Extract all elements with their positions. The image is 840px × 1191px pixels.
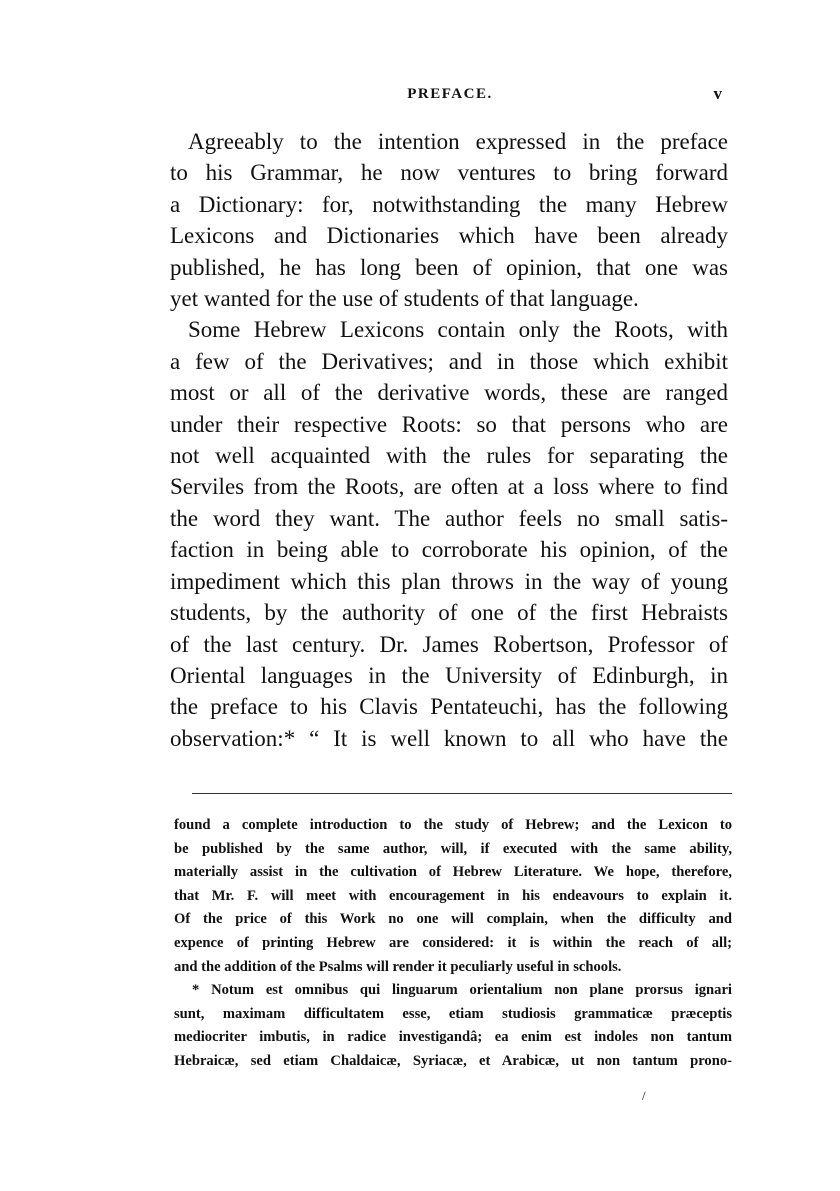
bottom-mark: / [642,1088,646,1103]
footnote-line: found a complete introduction to the study of Hebrew; and the Lexicon to [174,817,732,833]
footnote-line: mediocriter imbutis, in radice investigandâ; ea enim est indoles non tantum [174,1029,732,1046]
body-line: Lexicons and Dictionaries which have been already [170,223,728,249]
body-line: Oriental languages in the University of Edinburgh, in [170,662,728,688]
body-line: a few of the Derivatives; and in those which exhibit [170,348,728,374]
page-number: v [713,84,722,103]
footnote-line: materially assist in the cultivation of Hebrew Literature. We hope, therefore, [174,864,732,881]
footnote-line: be published by the same author, will, if executed with the same ability, [174,840,732,857]
body-text [170,126,728,754]
body-line: yet wanted for the use of students of that language. [170,286,639,312]
footnote-line: Of the price of this Work no one will complain, when the difficulty and [174,911,732,928]
body-line: the word they want. The author feels no small satis- [170,505,728,531]
body-line: of the last century. Dr. James Robertson, Professor of [170,631,728,657]
body-line: Agreeably to the intention expressed in the preface [188,129,728,154]
body-line: under their respective Roots: so that persons who are [170,411,728,437]
footnote-line: sunt, maximam difficultatem esse, etiam studiosis grammaticæ præceptis [174,1005,732,1022]
body-line: students, by the authority of one of the first Hebraists [170,600,728,626]
running-head-title: PREFACE. [407,86,493,102]
footnote-line: Hebraicæ, sed etiam Chaldaicæ, Syriacæ, et Arabicæ, ut non tantum prono- [174,1052,732,1069]
body-line: impediment which this plan throws in the way of young [170,568,728,594]
footnote-line: * Notum est omnibus qui linguarum orientalium non plane prorsus ignari [192,982,732,999]
body-line: the preface to his Clavis Pentateuchi, has the following [170,694,728,720]
footnote-line: and the addition of the Psalms will render it peculiarly useful in schools. [174,958,622,975]
body-line: observation:* “ It is well known to all who have the [170,725,728,751]
body-line: published, he has long been of opinion, that one was [170,254,728,280]
body-line: to his Grammar, he now ventures to bring forward [170,160,728,186]
footnotes [174,814,732,1074]
footnote-line: expence of printing Hebrew are considered: it is within the reach of all; [174,934,732,951]
body-line: Serviles from the Roots, are often at a loss where to find [170,474,728,500]
body-line: most or all of the derivative words, these are ranged [170,380,728,406]
footnote-rule [192,793,732,794]
footnote-line: that Mr. F. will meet with encouragement in his endeavours to explain it. [174,887,732,904]
body-line: faction in being able to corroborate his opinion, of the [170,537,728,563]
body-line: Some Hebrew Lexicons contain only the Roots, with [188,317,728,343]
body-line: a Dictionary: for, notwithstanding the many Hebrew [170,191,728,217]
body-line: not well acquainted with the rules for separating the [170,443,728,469]
running-head [170,86,730,110]
